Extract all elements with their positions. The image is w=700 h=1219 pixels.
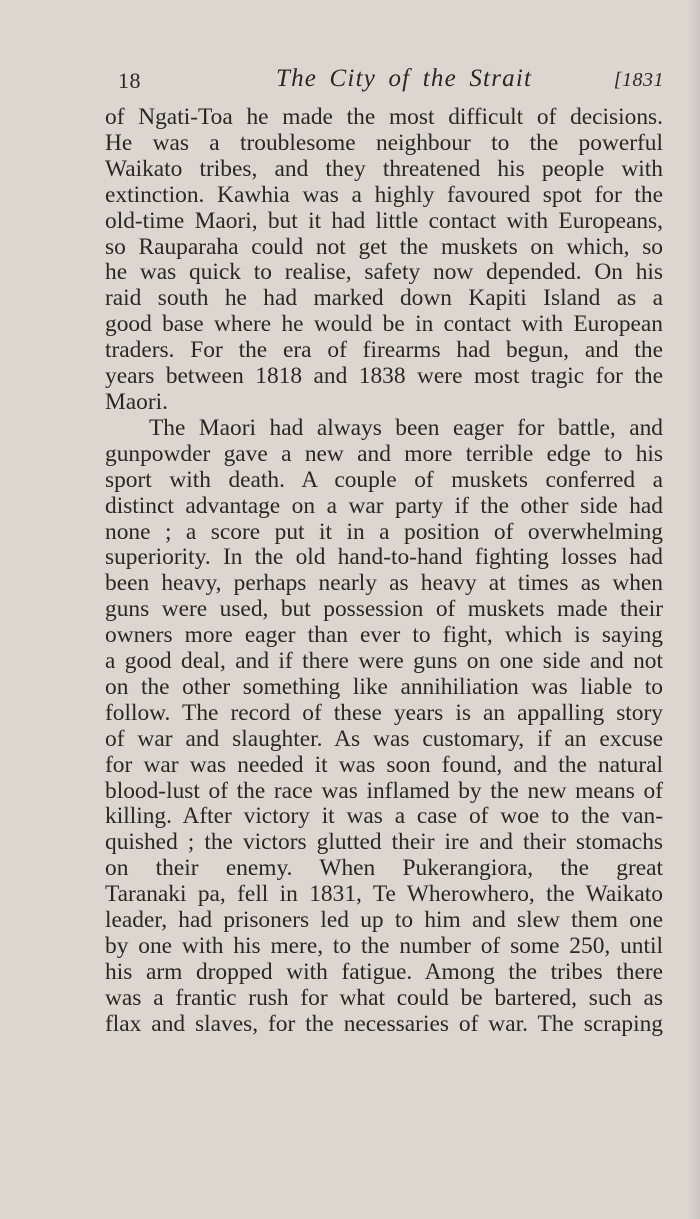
text-line: raid south he had marked down Kapiti Island as a: [105, 285, 663, 312]
running-title: The City of the Strait: [276, 65, 533, 92]
text-line: of Ngati-Toa he made the most difficult of decisions.: [105, 104, 663, 130]
text-line: leader, had prisoners led up to him and slew them one: [105, 907, 663, 934]
text-line: quished ; the victors glutted their ire and their stomachs: [105, 829, 663, 856]
text-line: gunpowder gave a new and more terrible edge to his: [105, 440, 663, 467]
text-line: superiority. In the old hand-to-hand fighting losses had: [105, 544, 663, 571]
text-line: been heavy, perhaps nearly as heavy at times as when: [105, 570, 663, 597]
text-line: so Rauparaha could not get the muskets on which, so: [105, 233, 663, 260]
text-line: of war and slaughter. As was customary, if an excuse: [105, 725, 663, 752]
text-line: Waikato tribes, and they threatened his people with: [105, 155, 663, 182]
text-line: extinction. Kawhia was a highly favoured spot for the: [105, 181, 663, 208]
text-line: on the other something like annihiliation was liable to: [105, 673, 663, 700]
text-line: blood-lust of the race was inflamed by the new means of: [105, 777, 663, 804]
running-head: [104, 62, 664, 96]
text-line: Maori.: [105, 388, 169, 415]
text-line: flax and slaves, for the necessaries of war. The scraping: [105, 1010, 663, 1037]
body-text: [105, 105, 663, 1038]
text-line: sport with death. A couple of muskets conferred a: [105, 466, 663, 493]
text-line: traders. For the era of firearms had begun, and the: [105, 337, 663, 364]
text-line: old-time Maori, but it had little contact with Europeans,: [105, 207, 663, 234]
text-line: killing. After victory it was a case of woe to the van-: [105, 803, 663, 830]
text-line: on their enemy. When Pukerangiora, the great: [105, 855, 663, 882]
text-line: by one with his mere, to the number of some 250, until: [105, 933, 663, 959]
text-line: guns were used, but possession of muskets made their: [105, 596, 663, 623]
text-line: for war was needed it was soon found, and the natural: [105, 751, 663, 778]
text-line: his arm dropped with fatigue. Among the tribes there: [105, 958, 663, 985]
page-number: 18: [118, 68, 141, 93]
text-line: a good deal, and if there were guns on one side and not: [105, 648, 663, 675]
text-line: He was a troublesome neighbour to the powerful: [105, 129, 663, 156]
text-line: good base where he would be in contact with European: [105, 311, 663, 338]
text-line: was a frantic rush for what could be bartered, such as: [105, 984, 663, 1011]
text-line: Taranaki pa, fell in 1831, Te Wherowhero, the Waikato: [105, 881, 663, 908]
text-line: distinct advantage on a war party if the other side had: [105, 492, 663, 519]
page-edge-shadow: [686, 0, 700, 1219]
text-line: follow. The record of these years is an appalling story: [105, 699, 663, 726]
text-line: none ; a score put it in a position of overwhelming: [105, 518, 663, 545]
text-line: years between 1818 and 1838 were most tragic for the: [105, 363, 663, 390]
text-line: he was quick to realise, safety now depended. On his: [105, 259, 663, 286]
text-line: The Maori had always been eager for battle, and: [149, 414, 663, 441]
text-line: owners more eager than ever to fight, which is saying: [105, 622, 663, 649]
year-marker: [1831: [613, 69, 664, 91]
